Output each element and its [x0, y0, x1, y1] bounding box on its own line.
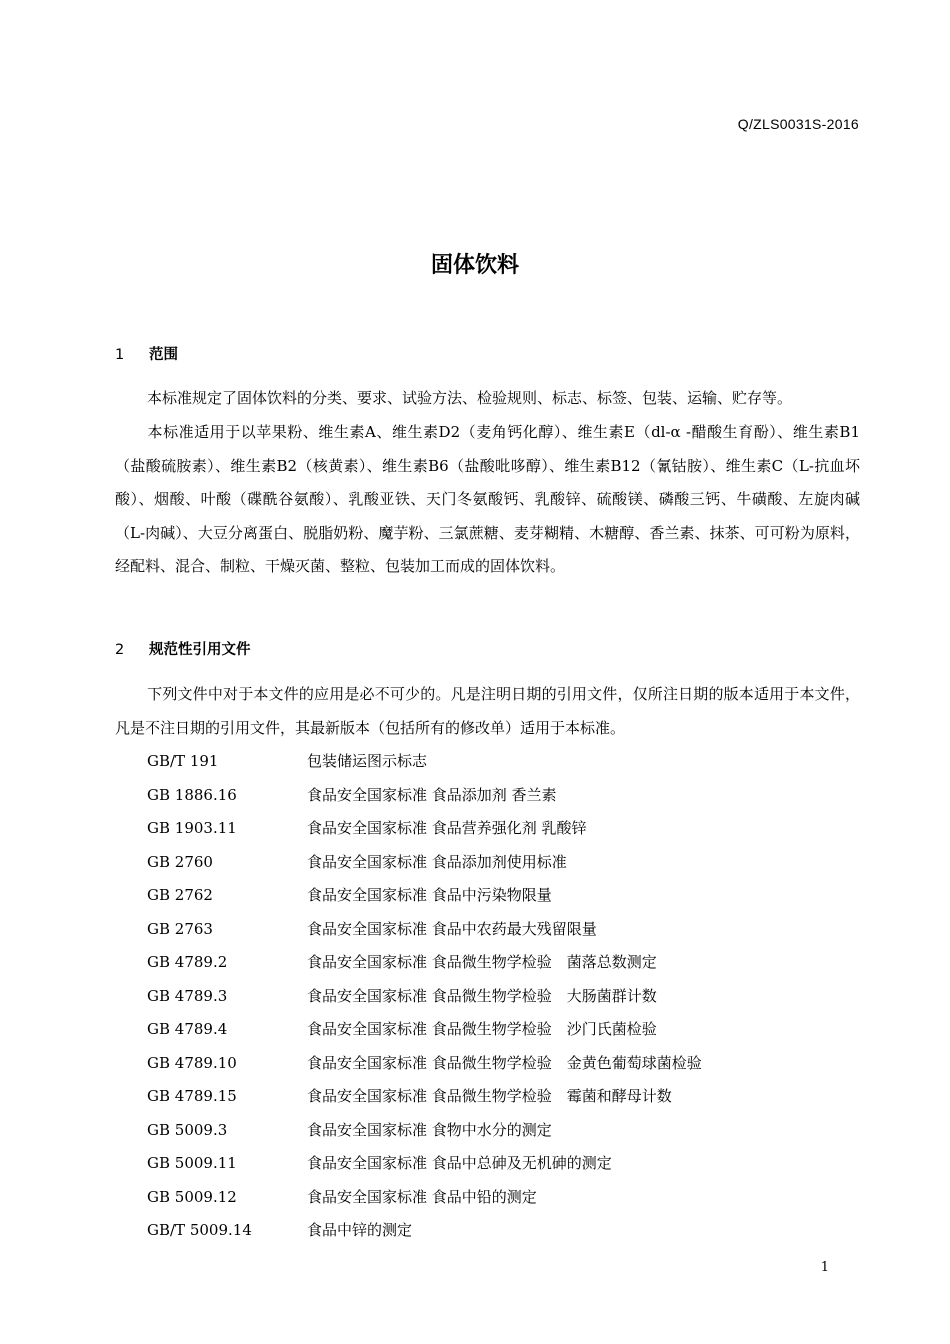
paragraph-text: 本标准适用于以苹果粉、维生素A、维生素D2（麦角钙化醇）、维生素E（dl-α -醋酸生育酚）、维生素B1（盐酸硫胺素）、维生素B2（核黄素）、维生素B6（盐酸吡哆醇）、维生素B12（氰钴胺）、维生素C（L-抗血坏酸）、烟酸、叶酸（碟酰谷氨酸）、乳酸亚铁、天门冬氨酸钙、乳酸锌、硫酸镁、磷酸三钙、牛磺酸、左旋肉碱（L-肉碱）、大豆分离蛋白、脱脂奶粉、魔芋粉、三氯蔗糖、麦芽糊精、木糖醇、香兰素、抹茶、可可粉为原料，经配料、混合、制粒、干燥灭菌、整粒、包装加工而成的固体饮料。	[115, 423, 860, 575]
reference-code: GB 5009.12	[147, 1187, 237, 1206]
reference-code: GB 4789.3	[147, 986, 228, 1005]
section-heading-scope	[115, 343, 178, 364]
section-title: 范围	[149, 347, 178, 363]
paragraph-text: 本标准规定了固体饮料的分类、要求、试验方法、检验规则、标志、标签、包装、运输、贮存等。	[147, 389, 793, 407]
section-title: 规范性引用文件	[149, 642, 251, 658]
reference-code: GB 4789.4	[147, 1020, 228, 1038]
reference-title: 食品安全国家标准 食品微生物学检验 沙门氏菌检验	[307, 1020, 657, 1038]
reference-code: GB 1903.11	[147, 819, 237, 837]
page-number: 1	[820, 1260, 829, 1275]
reference-item	[147, 1181, 702, 1215]
reference-code: GB/T 5009.14	[147, 1221, 252, 1239]
reference-title: 食品安全国家标准 食品微生物学检验 霉菌和酵母计数	[307, 1087, 672, 1105]
scope-paragraph-1	[115, 382, 860, 416]
reference-item	[147, 745, 702, 779]
reference-item	[147, 812, 702, 846]
reference-title: 食品安全国家标准 食物中水分的测定	[307, 1120, 552, 1139]
reference-item	[147, 1147, 702, 1181]
reference-item	[147, 879, 702, 913]
paragraph-text: 下列文件中对于本文件的应用是必不可少的。凡是注明日期的引用文件，仅所注日期的版本适用于本文件，凡是不注日期的引用文件，其最新版本（包括所有的修改单）适用于本标准。	[115, 685, 860, 737]
reference-item	[147, 913, 702, 947]
reference-title: 包装储运图示标志	[307, 752, 428, 770]
reference-item	[147, 779, 702, 813]
reference-title: 食品安全国家标准 食品中总砷及无机砷的测定	[307, 1154, 612, 1172]
reference-item	[147, 1013, 702, 1047]
reference-item	[147, 1214, 702, 1248]
document-title: 固体饮料	[430, 253, 519, 278]
reference-code: GB 4789.2	[147, 953, 228, 971]
reference-title: 食品安全国家标准 食品微生物学检验 菌落总数测定	[307, 953, 657, 971]
reference-item	[147, 1080, 702, 1114]
section-heading-normative-references	[115, 638, 251, 659]
reference-code: GB/T 191	[147, 752, 219, 770]
reference-title: 食品安全国家标准 食品中农药最大残留限量	[307, 919, 597, 938]
reference-title: 食品安全国家标准 食品营养强化剂 乳酸锌	[307, 819, 587, 837]
reference-code: GB 5009.3	[147, 1120, 228, 1139]
reference-item	[147, 846, 702, 880]
reference-code: GB 2763	[147, 919, 213, 938]
scope-paragraph-2	[115, 416, 860, 584]
reference-code: GB 1886.16	[147, 785, 237, 804]
reference-code: GB 4789.10	[147, 1053, 237, 1072]
section-number: 1	[115, 347, 125, 363]
reference-code: GB 5009.11	[147, 1154, 237, 1172]
reference-title: 食品安全国家标准 食品添加剂使用标准	[307, 852, 567, 871]
reference-title: 食品安全国家标准 食品中污染物限量	[307, 886, 552, 904]
reference-code: GB 4789.15	[147, 1087, 237, 1105]
reference-item	[147, 1114, 702, 1148]
reference-code: GB 2762	[147, 886, 213, 904]
standard-code: Q/ZLS0031S-2016	[737, 116, 859, 132]
reference-title: 食品安全国家标准 食品添加剂 香兰素	[307, 785, 557, 804]
references-intro-paragraph	[115, 678, 860, 745]
section-number: 2	[115, 642, 125, 658]
reference-item	[147, 946, 702, 980]
reference-title: 食品安全国家标准 食品中铅的测定	[307, 1187, 537, 1206]
reference-title: 食品安全国家标准 食品微生物学检验 金黄色葡萄球菌检验	[307, 1053, 702, 1072]
reference-title: 食品安全国家标准 食品微生物学检验 大肠菌群计数	[307, 986, 657, 1005]
reference-title: 食品中锌的测定	[307, 1221, 413, 1239]
reference-item	[147, 980, 702, 1014]
reference-item	[147, 1047, 702, 1081]
reference-list	[147, 745, 702, 1248]
reference-code: GB 2760	[147, 852, 213, 871]
